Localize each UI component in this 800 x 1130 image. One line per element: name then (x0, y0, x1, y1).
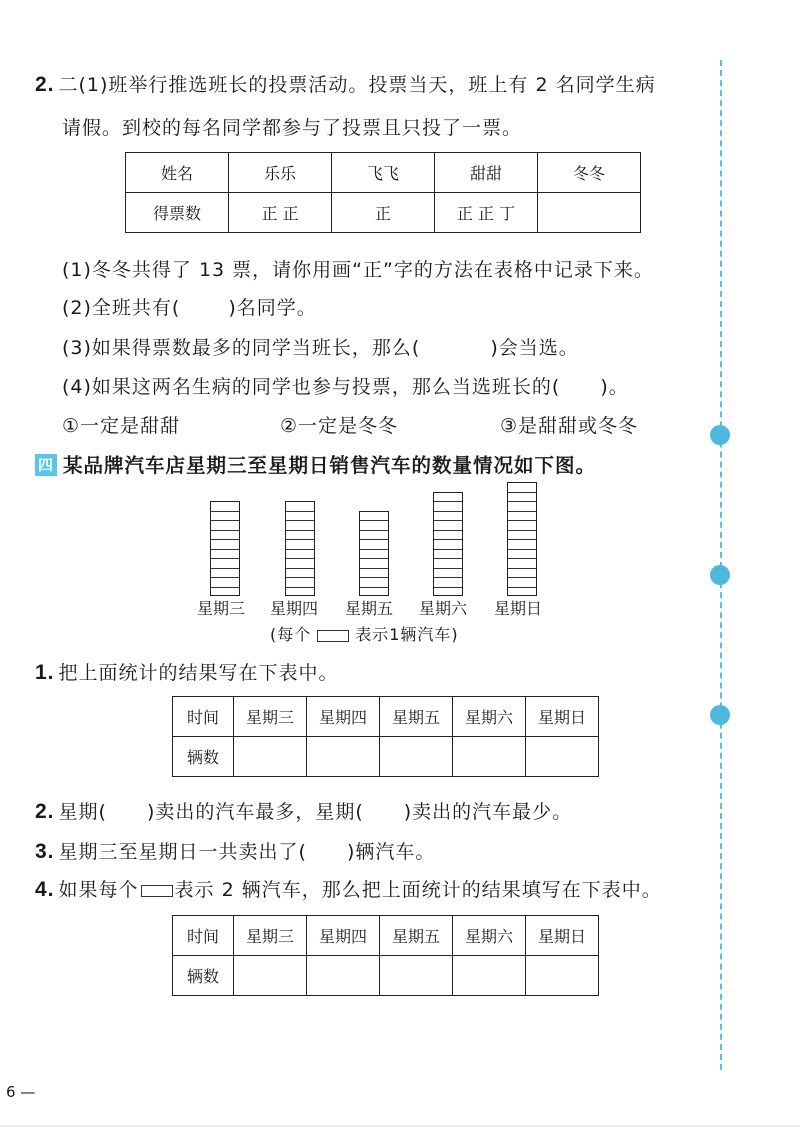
vote-header-cell: 飞飞 (332, 153, 435, 193)
bar-unit-cell (508, 550, 536, 560)
q2-line1 (35, 70, 656, 97)
bar-星期日 (507, 482, 537, 596)
sales-input-cell[interactable] (380, 737, 453, 777)
bar-unit-cell (434, 521, 462, 531)
bar-unit-cell (211, 540, 239, 550)
chart-legend: (每个 表示1辆汽车) (270, 625, 459, 644)
sales-header-cell: 星期六 (453, 697, 526, 737)
sales-header-cell: 星期五 (380, 697, 453, 737)
vote-cell: 正 正 丁 (435, 193, 538, 233)
bar-unit-cell (434, 569, 462, 579)
sales-header-cell: 星期三 (234, 697, 307, 737)
sales-row-label: 辆数 (173, 737, 234, 777)
bar-unit-cell (508, 531, 536, 541)
bar-unit-cell (360, 521, 388, 531)
bar-unit-cell (360, 569, 388, 579)
bar-unit-cell (360, 540, 388, 550)
sales-header-cell: 时间 (173, 697, 234, 737)
bar-unit-cell (508, 521, 536, 531)
day-label: 星期日 (494, 599, 543, 618)
vote-cell: 正 正 (229, 193, 332, 233)
sales-table-2 (172, 915, 599, 996)
bar-unit-cell (508, 578, 536, 588)
sales-header-cell: 时间 (173, 916, 234, 956)
bar-unit-cell (508, 502, 536, 512)
bar-星期六 (433, 492, 463, 597)
sales-table-1 (172, 696, 599, 777)
bar-unit-cell (211, 512, 239, 522)
sales-header-cell: 星期日 (526, 697, 599, 737)
bar-unit-cell (286, 559, 314, 569)
side-decoration-dot (710, 565, 730, 585)
bar-unit-cell (434, 550, 462, 560)
q2-option2[interactable]: ②一定是冬冬 (280, 415, 399, 437)
bar-unit-cell (434, 493, 462, 503)
s4-q1: 1. 把上面统计的结果写在下表中。 (35, 661, 339, 684)
side-decoration-dot (710, 705, 730, 725)
q2-sub4: (4)如果这两名生病的同学也参与投票，那么当选班长的( )。 (62, 376, 629, 398)
bar-unit-cell (508, 559, 536, 569)
sales-input-cell[interactable] (380, 956, 453, 996)
bar-unit-cell (211, 550, 239, 560)
s4-q3: 3. 星期三至星期日一共卖出了( )辆汽车。 (35, 840, 436, 863)
bar-unit-cell (434, 578, 462, 588)
bar-unit-cell (286, 521, 314, 531)
sales-header-cell: 星期四 (307, 916, 380, 956)
q2-sub3: (3)如果得票数最多的同学当班长，那么( )会当选。 (62, 337, 579, 359)
sales-header-cell: 星期四 (307, 697, 380, 737)
q2-sub1: (1)冬冬共得了 13 票，请你用画“正”字的方法在表格中记录下来。 (62, 259, 654, 281)
day-label: 星期三 (197, 599, 246, 618)
bar-unit-cell (434, 502, 462, 512)
bar-unit-cell (508, 540, 536, 550)
bar-unit-cell (286, 531, 314, 541)
grid-cell-icon (317, 630, 349, 642)
sales-header-cell: 星期三 (234, 916, 307, 956)
bar-星期四 (285, 501, 315, 596)
bar-unit-cell (211, 531, 239, 541)
bar-unit-cell (360, 512, 388, 522)
bar-星期五 (359, 511, 389, 597)
section4-title-row (35, 450, 596, 478)
bottom-divider (0, 1125, 800, 1127)
vote-header-cell: 姓名 (126, 153, 229, 193)
bar-unit-cell (286, 578, 314, 588)
q2-line2: 请假。到校的每名同学都参与了投票且只投了一票。 (62, 117, 523, 139)
vote-row-label: 得票数 (126, 193, 229, 233)
q2-option1[interactable]: ①一定是甜甜 (62, 415, 181, 437)
q2-option3[interactable]: ③是甜甜或冬冬 (500, 415, 639, 437)
bar-unit-cell (360, 578, 388, 588)
bar-unit-cell (211, 502, 239, 512)
bar-unit-cell (286, 569, 314, 579)
bar-unit-cell (434, 559, 462, 569)
vote-header-cell: 甜甜 (435, 153, 538, 193)
bar-unit-cell (286, 550, 314, 560)
vote-table (125, 152, 641, 233)
bar-星期三 (210, 501, 240, 596)
bar-unit-cell (360, 559, 388, 569)
bar-unit-cell (508, 512, 536, 522)
day-label: 星期四 (270, 599, 319, 618)
bar-unit-cell (508, 569, 536, 579)
vote-header-cell: 冬冬 (538, 153, 641, 193)
sales-input-cell[interactable] (307, 737, 380, 777)
sales-input-cell[interactable] (307, 956, 380, 996)
page-number: 6 — (6, 1083, 36, 1101)
grid-cell-icon (141, 885, 173, 897)
bar-unit-cell (211, 569, 239, 579)
sales-header-cell: 星期六 (453, 916, 526, 956)
bar-unit-cell (286, 540, 314, 550)
day-label: 星期六 (419, 599, 468, 618)
vote-header-cell: 乐乐 (229, 153, 332, 193)
bar-unit-cell (508, 493, 536, 503)
bar-unit-cell (434, 531, 462, 541)
sales-input-cell[interactable] (234, 737, 307, 777)
bar-unit-cell (211, 559, 239, 569)
vote-cell: 正 (332, 193, 435, 233)
bar-unit-cell (360, 531, 388, 541)
q2-text: 二(1)班举行推选班长的投票活动。投票当天，班上有 2 名同学生病 (58, 74, 656, 96)
s4-q4: 4. 如果每个 表示 2 辆汽车，那么把上面统计的结果填写在下表中。 (35, 878, 662, 901)
sales-input-cell[interactable] (453, 956, 526, 996)
vote-cell-empty[interactable] (538, 193, 641, 233)
sales-input-cell[interactable] (526, 956, 599, 996)
sales-input-cell[interactable] (234, 956, 307, 996)
q2-sub2: (2)全班共有( )名同学。 (62, 297, 317, 319)
bar-unit-cell (286, 512, 314, 522)
section-badge: 四 (35, 454, 57, 476)
bar-unit-cell (360, 550, 388, 560)
s4-q2: 2. 星期( )卖出的汽车最多，星期( )卖出的汽车最少。 (35, 800, 573, 823)
sales-header-cell: 星期日 (526, 916, 599, 956)
day-label: 星期五 (345, 599, 394, 618)
sales-input-cell[interactable] (453, 737, 526, 777)
sales-input-cell[interactable] (526, 737, 599, 777)
bar-unit-cell (434, 512, 462, 522)
question-number: 2. (35, 73, 55, 96)
bar-unit-cell (286, 502, 314, 512)
section4-title: 某品牌汽车店星期三至星期日销售汽车的数量情况如下图。 (63, 454, 597, 477)
sales-header-cell: 星期五 (380, 916, 453, 956)
bar-unit-cell (211, 578, 239, 588)
bar-unit-cell (211, 521, 239, 531)
side-decoration-dot (710, 425, 730, 445)
sales-row-label: 辆数 (173, 956, 234, 996)
bar-unit-cell (434, 540, 462, 550)
car-sales-chart (205, 488, 565, 596)
bar-unit-cell (508, 483, 536, 493)
